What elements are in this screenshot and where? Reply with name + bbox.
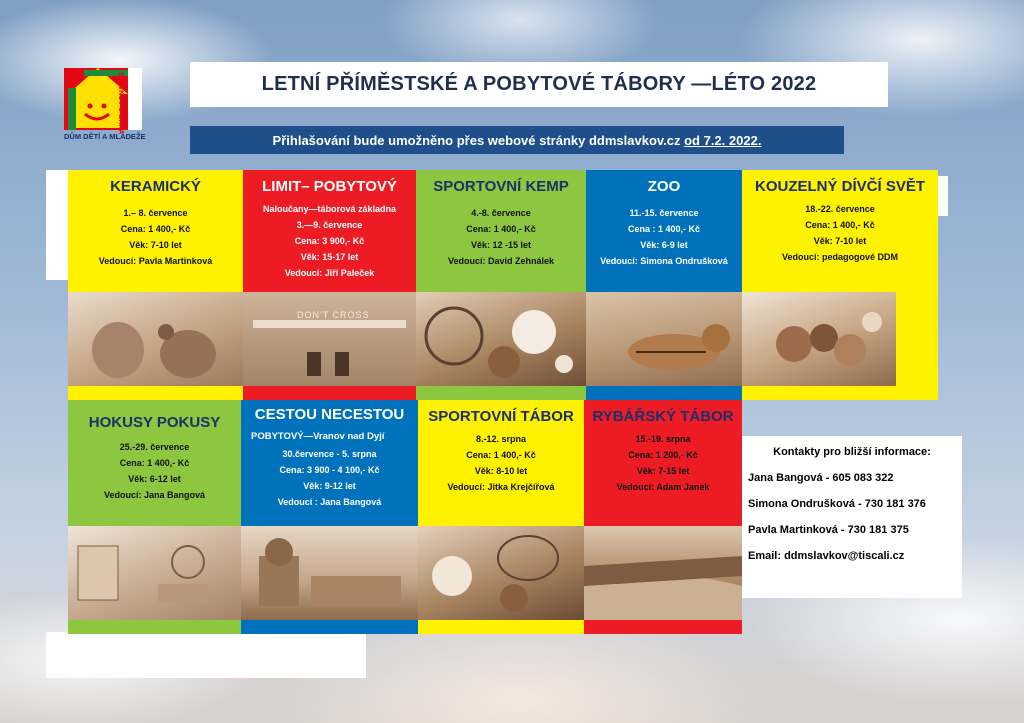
contacts-box: [742, 436, 962, 598]
banner-main-text: Přihlašování bude umožněno přes webové stránky ddmslavkov.cz: [272, 132, 685, 148]
banner-date: od 7.2. 2022.: [684, 132, 762, 148]
camp-title: KERAMICKÝ: [110, 178, 201, 195]
camp-price: Cena : 1 400,- Kč: [627, 224, 701, 234]
camp-card-limit: [243, 170, 416, 290]
white-block-left: [46, 170, 70, 280]
camp-price: Cena: 1 400,- Kč: [120, 224, 191, 234]
photo-ceramics: [68, 292, 243, 386]
camp-leader: Vedoucí: Jitka Krejčířová: [447, 482, 555, 492]
camp-age: Věk: 6-9 let: [640, 240, 688, 250]
camp-date: 8.-12. srpna: [475, 434, 527, 444]
camp-age: Věk: 15-17 let: [300, 252, 359, 262]
camp-leader: Vedoucí: Simona Ondrušková: [600, 256, 728, 266]
camp-title: ZOO: [647, 178, 681, 195]
contact-line: Simona Ondrušková - 730 181 376: [748, 498, 926, 510]
camp-leader: Vedoucí: Pavla Martinková: [98, 256, 213, 266]
camp-card-rybarsky: [584, 400, 742, 524]
registration-banner: [190, 126, 844, 154]
camp-leader: Vedoucí : Jana Bangová: [277, 497, 382, 507]
camp-age: Věk: 12 -15 let: [470, 240, 532, 250]
page-title: LETNÍ PŘÍMĚSTSKÉ A POBYTOVÉ TÁBORY —LÉTO 2022: [261, 73, 817, 95]
contacts-heading: Kontakty pro bližší informace:: [773, 446, 931, 458]
camp-age: Věk: 9-12 let: [303, 481, 356, 491]
camp-leader: Vedoucí: Jiří Paleček: [284, 268, 375, 278]
ddm-logo: [64, 64, 144, 146]
logo-side-text: SLAVKOV U BRNA: [117, 72, 124, 135]
camp-price: Cena: 1 400,- Kč: [466, 450, 536, 460]
camp-leader: Vedoucí: pedagogové DDM: [781, 252, 898, 262]
camp-date: 15.-19. srpna: [635, 434, 691, 444]
camp-card-hokusy-pokusy: [68, 400, 241, 524]
camp-date: 3.—9. července: [296, 220, 363, 230]
camp-title: SPORTOVNÍ KEMP: [433, 178, 569, 195]
camp-card-keramicky: [68, 170, 243, 290]
photo-sports-balls: [416, 292, 586, 386]
contact-email[interactable]: Email: ddmslavkov@tiscali.cz: [748, 550, 905, 562]
camp-age: Věk: 7-15 let: [636, 466, 690, 476]
camp-title: RYBÁŘSKÝ TÁBOR: [592, 408, 734, 425]
photo-dont-cross: [243, 292, 416, 386]
photo-caption: DON'T CROSS: [297, 310, 370, 320]
camp-price: Cena: 1 400,- Kč: [466, 224, 536, 234]
photo-sports-balls-2: [418, 526, 584, 620]
camp-leader: Vedoucí: Adam Janek: [616, 482, 710, 492]
camp-title: KOUZELNÝ DÍVČÍ SVĚT: [754, 178, 926, 195]
camp-leader: Vedoucí: David Zehnálek: [447, 256, 555, 266]
camp-date: 30.července - 5. srpna: [282, 449, 377, 459]
camp-date: 11.-15. července: [629, 208, 699, 218]
camp-price: Cena: 3 900,- Kč: [294, 236, 365, 246]
camp-leader: Vedoucí: Jana Bangová: [103, 490, 206, 500]
banner-text: [273, 133, 762, 148]
camp-title: CESTOU NECESTOU: [254, 406, 405, 423]
camp-title: LIMIT– POBYTOVÝ: [262, 178, 397, 195]
camp-title: HOKUSY POKUSY: [88, 414, 221, 431]
photo-fruit-basket: [742, 292, 896, 386]
white-block-right: [938, 176, 948, 216]
photo-castle: [241, 526, 418, 620]
camp-age: Věk: 8-10 let: [474, 466, 528, 476]
contact-line: Jana Bangová - 605 083 322: [748, 472, 894, 484]
camp-date: 1.– 8. července: [123, 208, 188, 218]
logo-bottom-text: DŮM DĚTÍ A MLÁDEŽE: [64, 132, 146, 141]
camp-age: Věk: 6-12 let: [128, 474, 181, 484]
camp-card-cestou-necestou: [241, 400, 418, 524]
camp-price: Cena: 1 400,- Kč: [805, 220, 875, 230]
camp-card-zoo: [586, 170, 742, 290]
camp-age: Věk: 7-10 let: [129, 240, 182, 250]
camp-location: POBYTOVÝ—Vranov nad Dyjí: [251, 431, 385, 442]
camp-date: 4.-8. července: [471, 208, 531, 218]
title-box: [190, 62, 888, 107]
camp-age: Věk: 7-10 let: [813, 236, 867, 246]
camp-card-sportovni-tabor: [418, 400, 584, 524]
camp-title: SPORTOVNÍ TÁBOR: [428, 408, 574, 425]
camp-date: 18.-22. července: [805, 204, 875, 214]
photo-tiger: [586, 292, 742, 386]
photo-experiments: [68, 526, 241, 620]
camp-location: Naloučany—táborová základna: [262, 204, 397, 214]
camp-price: Cena: 1 400,- Kč: [119, 458, 190, 468]
camp-date: 25.-29. července: [119, 442, 190, 452]
white-block-bottom: [46, 632, 366, 678]
contact-line: Pavla Martinková - 730 181 375: [748, 524, 909, 536]
photo-river: [584, 526, 742, 620]
camp-card-sportovni-kemp: [416, 170, 586, 290]
camp-price: Cena: 1 200,- Kč: [628, 450, 698, 460]
camp-price: Cena: 3 900 - 4 100,- Kč: [279, 465, 380, 475]
